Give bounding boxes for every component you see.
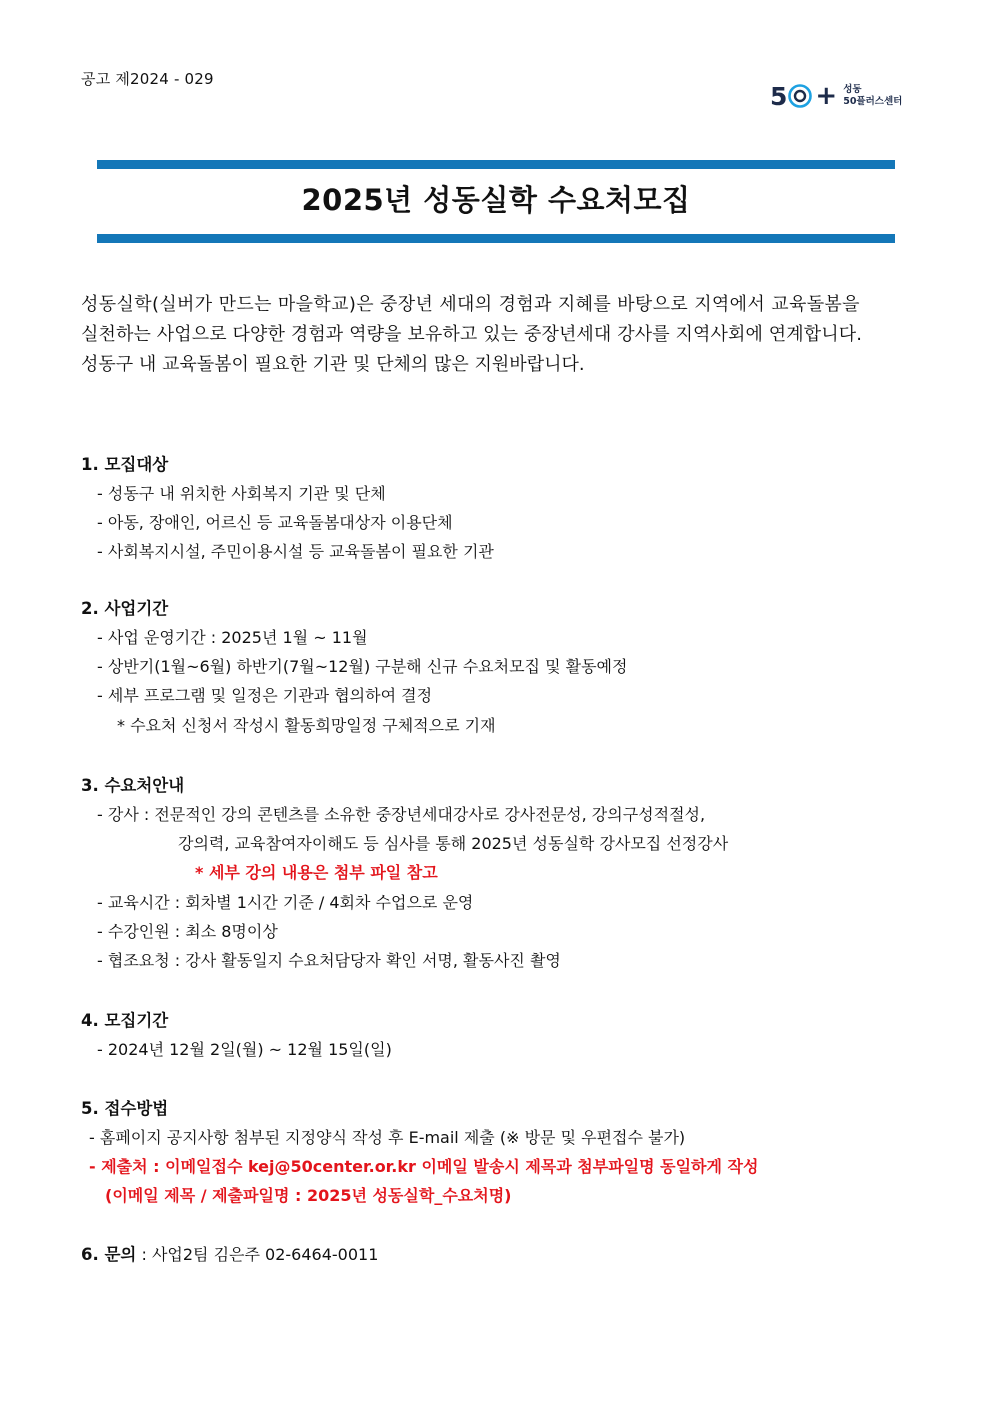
section-recruit-target [81,450,494,567]
section-heading: 5. 접수방법 [81,1099,169,1118]
section-recruit-period [81,1006,392,1064]
list-item: - 성동구 내 위치한 사회복지 기관 및 단체 [97,484,386,503]
notice-number: 공고 제2024 - 029 [81,70,214,88]
section-project-period [81,594,627,740]
list-item: - 사회복지시설, 주민이용시설 등 교육돌봄이 필요한 기관 [97,542,494,562]
list-item: - 홈페이지 공지사항 첨부된 지정양식 작성 후 E-mail 제출 (※ 방문 및 우편접수 불가) [89,1128,686,1147]
title-bottom-bar [97,234,895,243]
section-application-method [81,1094,758,1211]
section-heading: 2. 사업기간 [81,599,169,618]
attachment-note: * 세부 강의 내용은 첨부 파일 참고 [195,863,438,883]
logo-five: 5 [770,81,788,111]
section-heading: 3. 수요처안내 [81,776,185,795]
intro-line: 실천하는 사업으로 다양한 경험과 역량을 보유하고 있는 중장년세대 강사를 지역사회에 연계합니다. [81,324,863,345]
section-heading: 4. 모집기간 [81,1011,169,1030]
list-item: - 강사 : 전문적인 강의 콘텐츠를 소유한 중장년세대강사로 강사전문성, 강의구성적절성, [97,805,706,824]
intro-line: 성동구 내 교육돌봄이 필요한 기관 및 단체의 많은 지원바랍니다. [81,354,585,375]
list-item: - 사업 운영기간 : 2025년 1월 ~ 11월 [97,628,368,647]
section-heading: 1. 모집대상 [81,455,169,474]
page-title: 2025년 성동실학 수요처모집 [301,183,691,217]
logo-line-2: 50플러스센터 [843,96,903,107]
logo-line-1: 성동 [843,84,862,95]
title-top-bar [97,160,895,169]
list-item: - 협조요청 : 강사 활동일지 수요처담당자 확인 서명, 활동사진 촬영 [97,950,561,970]
submission-format-note: (이메일 제목 / 제출파일명 : 2025년 성동실학_수요처명) [105,1186,512,1206]
logo-plus: + [815,81,838,111]
center-logo [770,80,902,112]
list-item: - 수강인원 : 최소 8명이상 [97,921,278,941]
list-item: - 세부 프로그램 및 일정은 기관과 협의하여 결정 [97,686,433,706]
list-note: * 수요처 신청서 작성시 활동희망일정 구체적으로 기재 [117,715,496,735]
list-item: - 교육시간 : 회차별 1시간 기준 / 4회차 수업으로 운영 [97,892,474,912]
inquiry-line [81,1240,378,1269]
inquiry-contact: : 사업2팀 김은주 02-6464-0011 [136,1245,379,1264]
intro-paragraph [81,290,915,380]
submission-item: - 제출처 : 이메일접수 kej@50center.or.kr 이메일 발송시 제목과 첨부파일명 동일하게 작성 [89,1157,759,1177]
section-heading: 6. 문의 [81,1245,137,1264]
logo-text [843,84,902,108]
list-item-continuation: 강의력, 교육참여자이해도 등 심사를 통해 2025년 성동실학 강사모집 선정강사 [178,834,729,854]
list-item: - 상반기(1월~6월) 하반기(7월~12월) 구분해 신규 수요처모집 및 활동예정 [97,657,628,677]
section-demand-guide [81,771,728,975]
intro-line: 성동실학(실버가 만드는 마을학교)은 중장년 세대의 경험과 지혜를 바탕으로 지역에서 교육돌봄을 [81,294,860,315]
section-inquiry [81,1240,378,1269]
list-item: - 2024년 12월 2일(월) ~ 12월 15일(일) [97,1040,392,1059]
list-item: - 아동, 장애인, 어르신 등 교육돌봄대상자 이용단체 [97,513,453,533]
logo-ring-icon [787,83,813,109]
logo-mark [770,83,837,109]
